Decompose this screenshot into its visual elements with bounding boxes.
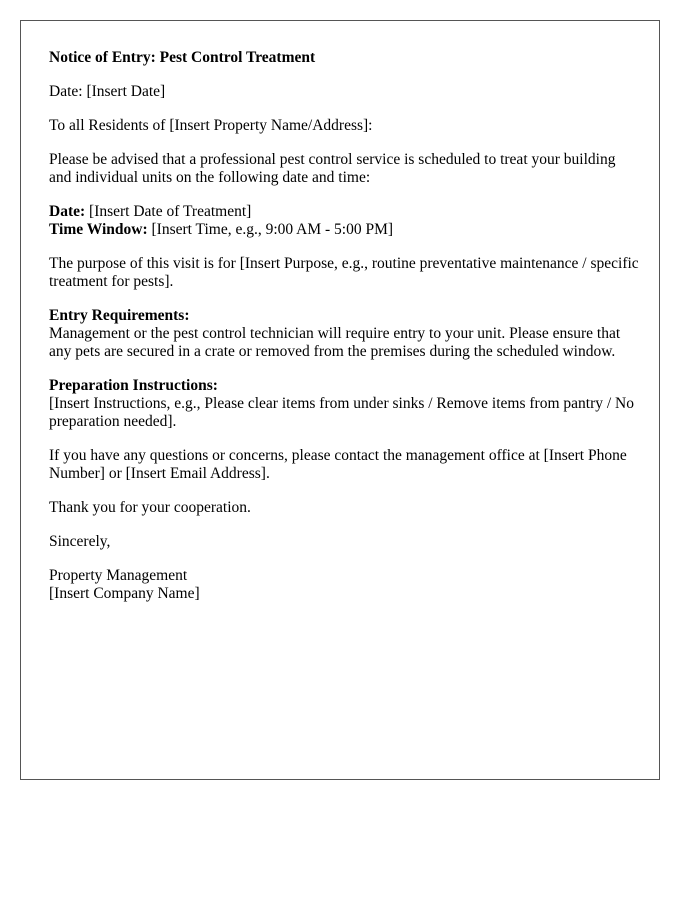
entry-requirements-section [49,307,639,361]
schedule-block [49,203,639,239]
entry-requirements-heading: Entry Requirements: [49,307,190,324]
signature-block [49,567,639,603]
signature-line-1: Property Management [49,567,188,584]
schedule-date-value: [Insert Date of Treatment] [85,203,252,220]
schedule-time-line [49,221,639,239]
document-title: Notice of Entry: Pest Control Treatment [49,49,316,66]
document-page [20,20,660,780]
date-line: Date: [Insert Date] [49,83,166,100]
intro-paragraph: Please be advised that a professional pest control service is scheduled to treat your building and individual units on the following date and time: [49,151,616,186]
thanks-line: Thank you for your cooperation. [49,499,251,516]
schedule-date-line [49,203,639,221]
schedule-date-label: Date: [49,203,86,220]
document-body [49,49,639,619]
entry-requirements-text: Management or the pest control technician will require entry to your unit. Please ensure that any pets are secured in a crate or removed from the premises during the scheduled window. [49,325,621,360]
preparation-section [49,377,639,431]
schedule-time-label: Time Window: [49,221,148,238]
preparation-text: [Insert Instructions, e.g., Please clear items from under sinks / Remove items from pantry / No preparation needed]. [49,395,634,430]
schedule-time-value: [Insert Time, e.g., 9:00 AM - 5:00 PM] [147,221,394,238]
purpose-paragraph: The purpose of this visit is for [Insert Purpose, e.g., routine preventative maintenance / specific treatment for pests]. [49,255,639,290]
closing-line: Sincerely, [49,533,111,550]
contact-paragraph: If you have any questions or concerns, please contact the management office at [Insert Phone Number] or [Insert Email Address]. [49,447,627,482]
salutation: To all Residents of [Insert Property Name/Address]: [49,117,373,134]
preparation-heading: Preparation Instructions: [49,377,218,394]
signature-line-2: [Insert Company Name] [49,585,200,602]
